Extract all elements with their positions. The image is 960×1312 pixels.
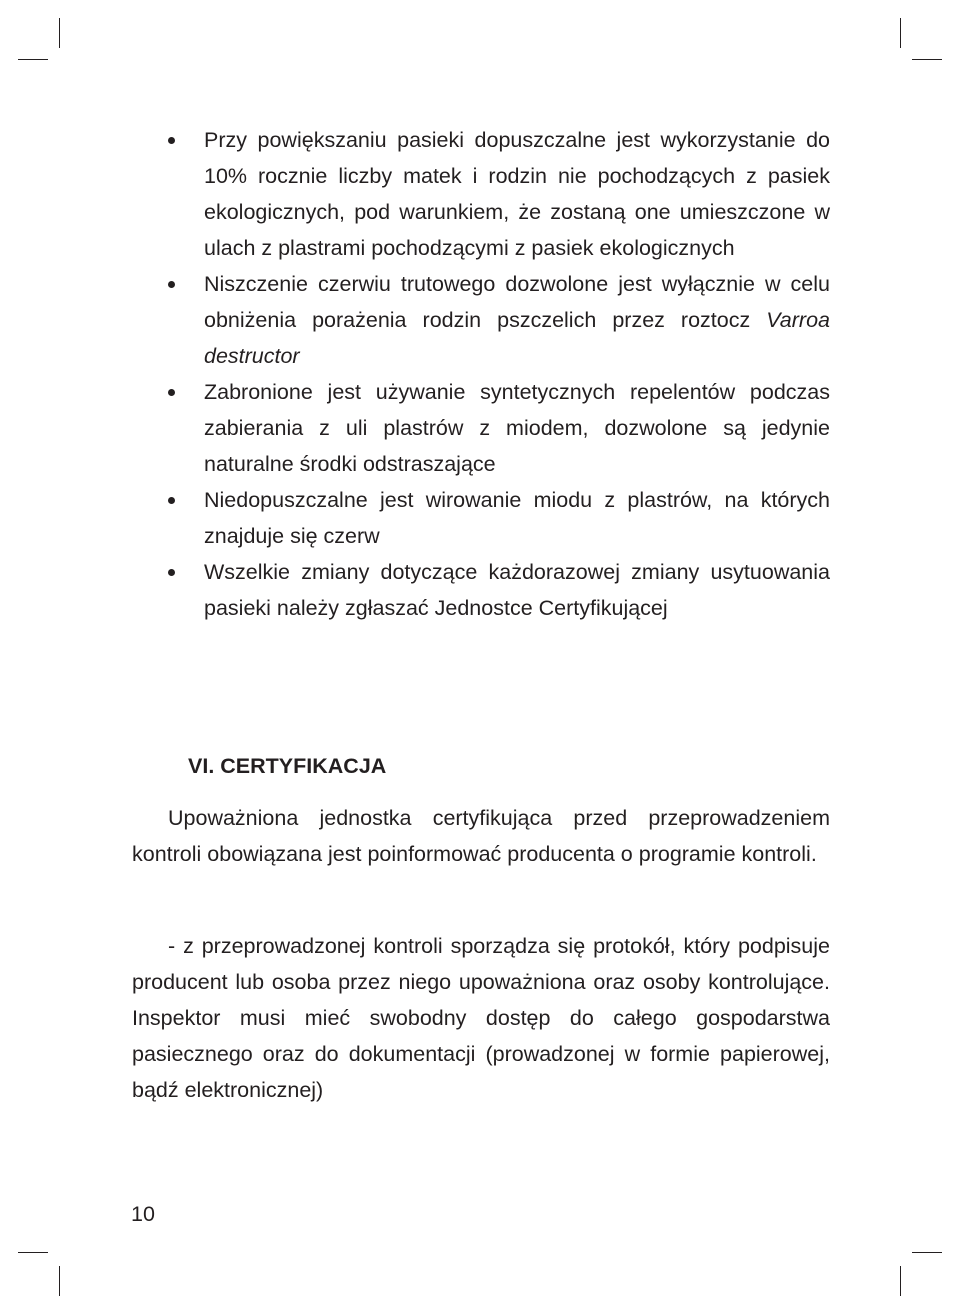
bullet-icon — [168, 389, 175, 396]
crop-mark — [900, 18, 901, 48]
section-title: VI. CERTYFIKACJA — [188, 754, 387, 778]
species-name: Varroa destructor — [204, 308, 830, 368]
page-number: 10 — [131, 1202, 155, 1226]
bullet-icon — [168, 569, 175, 576]
list-item-text: Zabronione jest używanie syntetycznych repelentów podczas zabierania z uli plastrów z miodem, dozwolone są jedynie naturalne środki odstraszające — [204, 380, 830, 476]
crop-mark — [912, 1252, 942, 1253]
bullet-icon — [168, 497, 175, 504]
bullet-icon — [168, 281, 175, 288]
list-item — [164, 554, 830, 626]
crop-mark — [59, 18, 60, 48]
requirements-bullet-list — [164, 122, 830, 626]
crop-mark — [912, 59, 942, 60]
list-item — [164, 374, 830, 482]
paragraph: - z przeprowadzonej kontroli sporządza się protokół, który podpisuje producent lub osoba przez niego upoważniona oraz osoby kontrolujące. Inspektor musi mieć swobodny dostęp do całego gospodarstwa pasiecznego oraz do dokumentacji (prowadzonej w formie papierowej, bądź elektronicznej) — [132, 934, 830, 1102]
crop-mark — [900, 1266, 901, 1296]
paragraph: Upoważniona jednostka certyfikująca przed przeprowadzeniem kontroli obowiązana jest poinformować producenta o programie kontroli. — [132, 806, 830, 866]
list-item — [164, 482, 830, 554]
list-item-text: Przy powiększaniu pasieki dopuszczalne jest wykorzystanie do 10% rocznie liczby matek i rodzin nie pochodzących z pasiek ekologicznych, pod warunkiem, że zostaną one umieszczone w ulach z plastrami pochodzącymi z pasiek ekologicznych — [204, 128, 830, 260]
crop-mark — [59, 1266, 60, 1296]
list-item-text: Niedopuszczalne jest wirowanie miodu z plastrów, na których znajduje się czerw — [204, 488, 830, 548]
list-item-text: Wszelkie zmiany dotyczące każdorazowej zmiany usytuowania pasieki należy zgłaszać Jednostce Certyfikującej — [204, 560, 830, 620]
bullet-icon — [168, 137, 175, 144]
list-item — [164, 122, 830, 266]
crop-mark — [18, 59, 48, 60]
list-item-text: Niszczenie czerwiu trutowego dozwolone jest wyłącznie w celu obniżenia porażenia rodzin pszczelich przez roztocz — [204, 272, 830, 332]
list-item — [164, 266, 830, 374]
crop-mark — [18, 1252, 48, 1253]
